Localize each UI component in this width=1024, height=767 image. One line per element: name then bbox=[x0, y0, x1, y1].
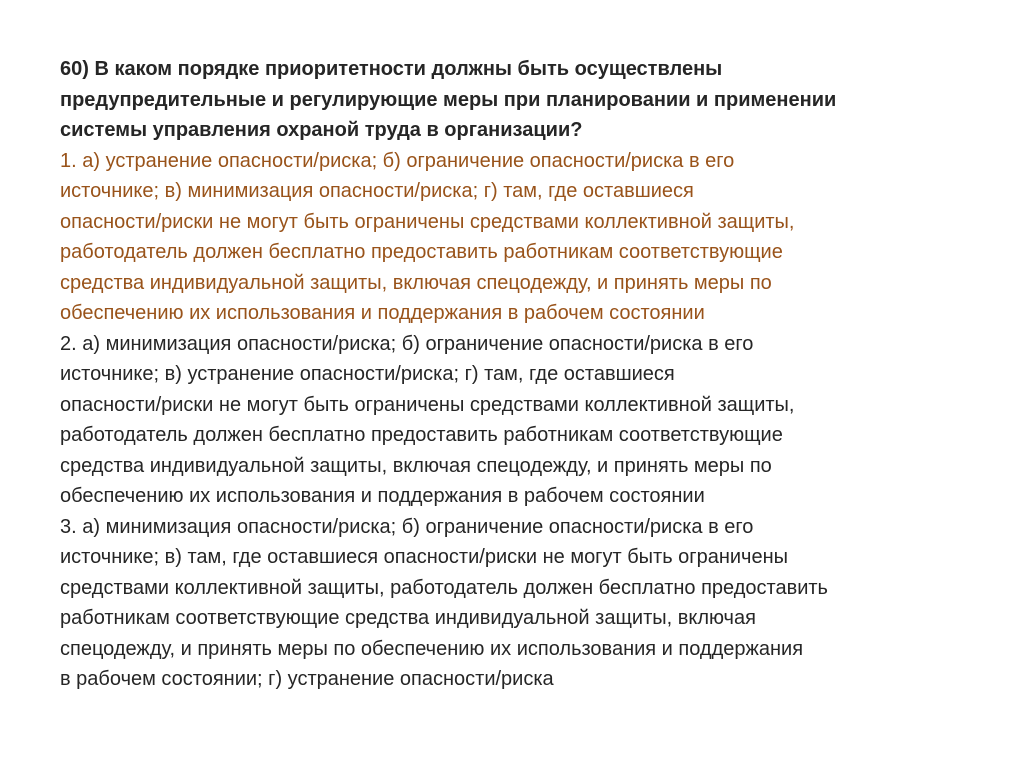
answer-line: опасности/риски не могут быть ограничены средствами коллективной защиты, bbox=[60, 393, 795, 416]
answer-line: источнике; в) минимизация опасности/риска; г) там, где оставшиеся bbox=[60, 180, 694, 202]
answer-option-1 bbox=[60, 146, 980, 329]
answer-line: работодатель должен бесплатно предоставить работникам соответствующие bbox=[60, 241, 783, 263]
answer-option-2 bbox=[60, 329, 980, 512]
answer-line: обеспечению их использования и поддержания в рабочем состоянии bbox=[60, 485, 705, 507]
answer-option-3 bbox=[60, 512, 980, 695]
question-block bbox=[60, 54, 980, 695]
answer-line: опасности/риски не могут быть ограничены средствами коллективной защиты, bbox=[60, 210, 795, 233]
question-text bbox=[60, 54, 980, 146]
answer-line: обеспечению их использования и поддержания в рабочем состоянии bbox=[60, 302, 705, 324]
question-line: системы управления охраной труда в организации? bbox=[60, 119, 583, 141]
answer-line: работодатель должен бесплатно предоставить работникам соответствующие bbox=[60, 424, 783, 446]
answer-line: спецодежду, и принять меры по обеспечению их использования и поддержания bbox=[60, 637, 804, 660]
answer-line: работникам соответствующие средства индивидуальной защиты, включая bbox=[60, 607, 756, 629]
question-line: 60) В каком порядке приоритетности должны быть осуществлены bbox=[60, 58, 723, 80]
question-line: предупредительные и регулирующие меры при планировании и применении bbox=[60, 88, 837, 111]
answer-line: средства индивидуальной защиты, включая спецодежду, и принять меры по bbox=[60, 454, 772, 477]
answer-line: 2. а) минимизация опасности/риска; б) ограничение опасности/риска в его bbox=[60, 332, 754, 355]
answer-line: средствами коллективной защиты, работодатель должен бесплатно предоставить bbox=[60, 576, 828, 599]
answer-line: 3. а) минимизация опасности/риска; б) ограничение опасности/риска в его bbox=[60, 515, 754, 538]
answer-line: в рабочем состоянии; г) устранение опасности/риска bbox=[60, 668, 554, 690]
answer-line: источнике; в) устранение опасности/риска; г) там, где оставшиеся bbox=[60, 363, 675, 385]
answer-line: средства индивидуальной защиты, включая спецодежду, и принять меры по bbox=[60, 271, 772, 294]
answer-line: источнике; в) там, где оставшиеся опасности/риски не могут быть ограничены bbox=[60, 546, 789, 568]
answer-line: 1. а) устранение опасности/риска; б) ограничение опасности/риска в его bbox=[60, 149, 735, 172]
